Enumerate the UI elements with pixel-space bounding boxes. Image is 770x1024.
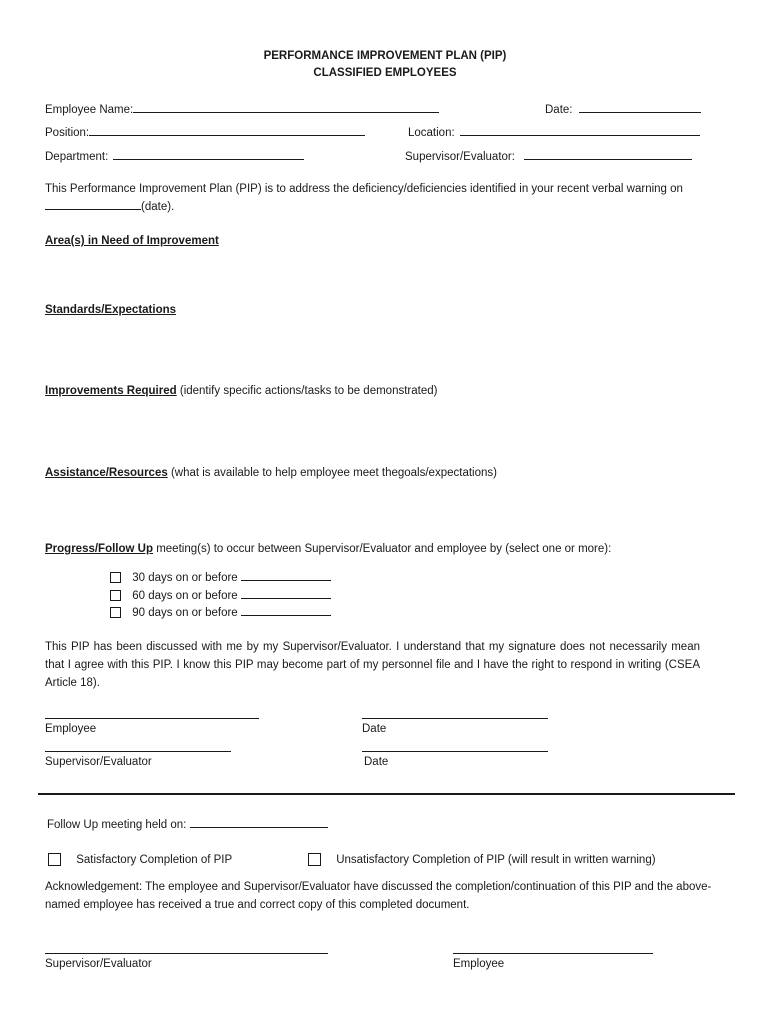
progress-heading: Progress/Follow Up	[45, 543, 153, 555]
verbal-warning-date-field[interactable]	[45, 198, 141, 210]
progress-row	[45, 543, 611, 555]
followup-held-label: Follow Up meeting held on:	[47, 819, 187, 831]
checkbox-90-days[interactable]	[110, 607, 121, 618]
intro-text: This Performance Improvement Plan (PIP) is to address the deficiency/deficiencies identified in your recent verbal warning on	[45, 183, 683, 195]
acknowledgement-paragraph: This PIP has been discussed with me by my Supervisor/Evaluator. I understand that my signature does not necessarily mean that I agree with this PIP. I know this PIP may become part of my personnel file and I have the right to respond in writing (CSEA Article 18).	[45, 641, 700, 689]
satisfactory-label: Satisfactory Completion of PIP	[76, 853, 233, 866]
checkbox-60-days[interactable]	[110, 590, 121, 601]
assistance-note: (what is available to help employee meet thegoals/expectations)	[170, 467, 497, 479]
improvements-note: (identify specific actions/tasks to be demonstrated)	[179, 385, 438, 397]
supervisor-signature-line[interactable]	[45, 751, 231, 752]
final-employee-label: Employee	[453, 958, 505, 970]
intro-date-suffix: (date).	[141, 201, 175, 213]
section-divider	[38, 793, 735, 795]
checkbox-30-days[interactable]	[110, 572, 121, 583]
employee-date-label: Date	[362, 723, 387, 735]
employee-name-field[interactable]	[133, 101, 439, 113]
supervisor-date-label: Date	[364, 756, 389, 768]
option-label: 60 days on or before	[132, 590, 238, 602]
assistance-row	[45, 467, 497, 479]
form-subtitle: CLASSIFIED EMPLOYEES	[313, 67, 457, 79]
date-field[interactable]	[579, 101, 701, 113]
completion-acknowledgement: Acknowledgement: The employee and Supervisor/Evaluator have discussed the completion/continuation of this PIP and the above- named employee has received a true and correct copy of this completed document.	[45, 881, 712, 911]
improvements-heading: Improvements Required	[45, 385, 177, 397]
final-employee-signature-line[interactable]	[453, 953, 653, 954]
location-row	[408, 124, 700, 139]
checkbox-satisfactory[interactable]	[48, 853, 61, 866]
employee-name-label: Employee Name:	[45, 104, 134, 116]
form-title: PERFORMANCE IMPROVEMENT PLAN (PIP)	[263, 50, 507, 62]
unsatisfactory-label: Unsatisfactory Completion of PIP (will result in written warning)	[336, 853, 656, 866]
supervisor-field[interactable]	[524, 148, 692, 160]
employee-name-row	[45, 101, 439, 116]
option-label: 90 days on or before	[132, 607, 238, 619]
date-label: Date:	[545, 104, 573, 116]
date-90-field[interactable]	[241, 604, 331, 616]
unsatisfactory-option	[308, 853, 656, 866]
location-field[interactable]	[460, 124, 700, 136]
option-label: 30 days on or before	[132, 572, 238, 584]
followup-held-row	[47, 816, 328, 831]
supervisor-date-line[interactable]	[362, 751, 548, 752]
supervisor-row	[405, 148, 692, 163]
date-60-field[interactable]	[241, 587, 331, 599]
final-supervisor-label: Supervisor/Evaluator	[45, 958, 152, 970]
assistance-heading: Assistance/Resources	[45, 467, 168, 479]
position-field[interactable]	[89, 124, 365, 136]
supervisor-label: Supervisor/Evaluator:	[405, 151, 515, 163]
date-30-field[interactable]	[241, 569, 331, 581]
final-supervisor-signature-line[interactable]	[45, 953, 328, 954]
department-field[interactable]	[113, 148, 304, 160]
followup-held-field[interactable]	[190, 816, 328, 828]
standards-heading: Standards/Expectations	[45, 304, 177, 316]
position-label: Position:	[45, 127, 90, 139]
intro-paragraph	[45, 180, 710, 216]
supervisor-signature-label: Supervisor/Evaluator	[45, 756, 152, 768]
employee-signature-label: Employee	[45, 723, 97, 735]
department-label: Department:	[45, 151, 109, 163]
date-row	[545, 101, 701, 116]
checkbox-unsatisfactory[interactable]	[308, 853, 321, 866]
progress-note: meeting(s) to occur between Supervisor/Evaluator and employee by (select one or more):	[156, 543, 612, 555]
improvements-row	[45, 385, 437, 397]
department-row	[45, 148, 304, 163]
employee-date-line[interactable]	[362, 718, 548, 719]
position-row	[45, 124, 365, 139]
followup-option-60	[110, 587, 331, 602]
areas-heading: Area(s) in Need of Improvement	[45, 235, 219, 247]
location-label: Location:	[408, 127, 455, 139]
employee-signature-line[interactable]	[45, 718, 259, 719]
followup-option-30	[110, 569, 331, 584]
followup-option-90	[110, 604, 331, 619]
satisfactory-option	[48, 853, 232, 866]
